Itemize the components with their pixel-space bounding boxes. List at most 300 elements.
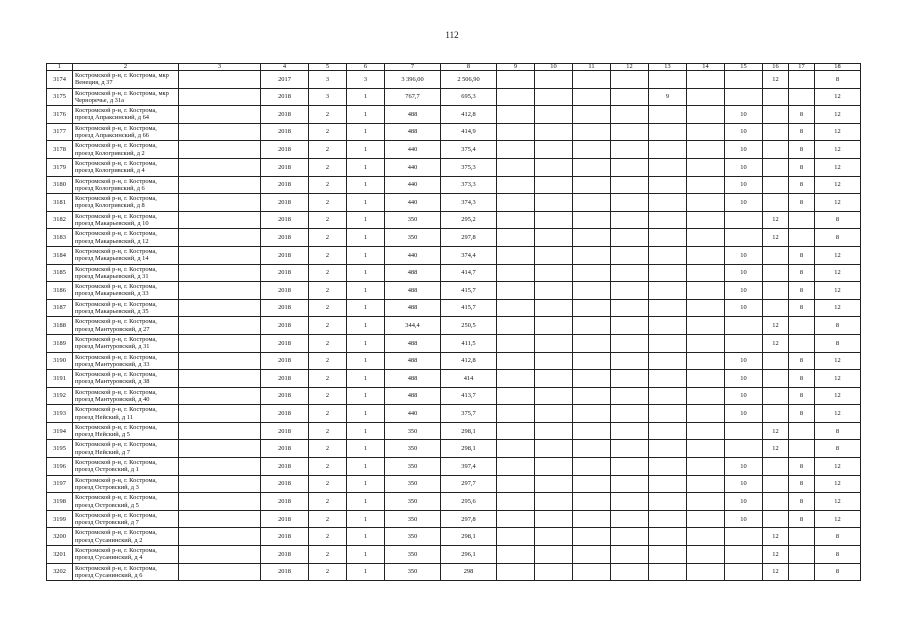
table-cell xyxy=(179,71,261,89)
address-cell: Костромской р-н, г. Кострома, проезд Мантуровский, д 40 xyxy=(73,387,179,405)
table-cell: 8 xyxy=(815,528,861,546)
table-cell: 1 xyxy=(347,158,385,176)
table-cell: 2018 xyxy=(261,158,309,176)
address-cell: Костромской р-н, г. Кострома, проезд Нейский, д 11 xyxy=(73,405,179,423)
table-cell xyxy=(649,194,687,212)
table-cell xyxy=(573,528,611,546)
table-cell: 12 xyxy=(763,528,789,546)
table-cell xyxy=(611,370,649,388)
table-cell: 350 xyxy=(385,229,441,247)
table-cell xyxy=(649,370,687,388)
table-cell xyxy=(573,158,611,176)
column-header: 8 xyxy=(441,64,497,71)
table-cell: 2018 xyxy=(261,317,309,335)
table-cell: 488 xyxy=(385,264,441,282)
address-cell: Костромской р-н, г. Кострома, проезд Апраксинский, д 64 xyxy=(73,106,179,124)
table-cell xyxy=(179,563,261,581)
table-cell: 297,7 xyxy=(441,475,497,493)
table-cell: 3 xyxy=(347,71,385,89)
table-cell: 12 xyxy=(763,229,789,247)
table-cell xyxy=(611,458,649,476)
table-cell: 2018 xyxy=(261,440,309,458)
table-cell: 12 xyxy=(815,405,861,423)
address-cell: Костромской р-н, г. Кострома, проезд Мантуровский, д 33 xyxy=(73,352,179,370)
table-cell: 3178 xyxy=(47,141,73,159)
table-cell: 12 xyxy=(815,141,861,159)
table-cell: 350 xyxy=(385,458,441,476)
table-cell: 414,7 xyxy=(441,264,497,282)
table-cell: 3186 xyxy=(47,282,73,300)
table-cell: 375,7 xyxy=(441,405,497,423)
table-cell: 2 xyxy=(309,563,347,581)
address-cell: Костромской р-н, г. Кострома, проезд Макарьевский, д 12 xyxy=(73,229,179,247)
table-cell xyxy=(535,493,573,511)
table-cell: 1 xyxy=(347,458,385,476)
table-cell xyxy=(179,546,261,564)
table-cell: 3197 xyxy=(47,475,73,493)
table-cell: 12 xyxy=(815,176,861,194)
table-cell: 2018 xyxy=(261,563,309,581)
table-row xyxy=(47,176,861,194)
table-cell xyxy=(763,458,789,476)
table-cell: 12 xyxy=(815,194,861,212)
table-cell xyxy=(573,299,611,317)
table-cell: 3179 xyxy=(47,158,73,176)
table-cell xyxy=(611,229,649,247)
table-cell xyxy=(649,563,687,581)
table-cell xyxy=(573,475,611,493)
table-cell xyxy=(687,176,725,194)
table-cell xyxy=(611,123,649,141)
table-cell: 350 xyxy=(385,211,441,229)
table-cell: 2 xyxy=(309,229,347,247)
table-cell xyxy=(573,334,611,352)
table-cell: 2 xyxy=(309,475,347,493)
table-cell xyxy=(687,141,725,159)
table-cell xyxy=(725,71,763,89)
table-row xyxy=(47,422,861,440)
table-cell xyxy=(611,88,649,106)
address-cell: Костромской р-н, г. Кострома, проезд Островский, д 3 xyxy=(73,475,179,493)
table-cell xyxy=(687,194,725,212)
table-cell: 9 xyxy=(649,88,687,106)
table-cell xyxy=(497,546,535,564)
table-cell: 3180 xyxy=(47,176,73,194)
table-cell xyxy=(573,71,611,89)
column-header: 2 xyxy=(73,64,179,71)
table-cell xyxy=(179,194,261,212)
table-cell: 12 xyxy=(763,563,789,581)
table-cell: 12 xyxy=(763,422,789,440)
table-cell xyxy=(497,194,535,212)
table-cell: 2018 xyxy=(261,88,309,106)
table-cell: 3 xyxy=(309,88,347,106)
table-body xyxy=(47,71,861,581)
table-cell: 10 xyxy=(725,264,763,282)
table-cell xyxy=(179,405,261,423)
table-cell: 10 xyxy=(725,246,763,264)
table-row xyxy=(47,194,861,212)
table-cell xyxy=(535,158,573,176)
table-cell: 2018 xyxy=(261,334,309,352)
table-cell xyxy=(687,528,725,546)
table-cell: 415,7 xyxy=(441,299,497,317)
table-cell: 10 xyxy=(725,106,763,124)
table-cell: 8 xyxy=(815,546,861,564)
address-cell: Костромской р-н, г. Кострома, проезд Макарьевский, д 33 xyxy=(73,282,179,300)
table-cell xyxy=(611,563,649,581)
table-cell xyxy=(687,352,725,370)
table-cell: 2018 xyxy=(261,123,309,141)
table-cell xyxy=(497,211,535,229)
table-cell: 1 xyxy=(347,106,385,124)
table-cell xyxy=(687,458,725,476)
table-row xyxy=(47,229,861,247)
column-header: 12 xyxy=(611,64,649,71)
table-cell xyxy=(763,141,789,159)
column-header: 16 xyxy=(763,64,789,71)
table-cell xyxy=(179,387,261,405)
table-cell xyxy=(687,563,725,581)
table-cell: 3 396,00 xyxy=(385,71,441,89)
table-cell xyxy=(611,211,649,229)
column-header: 4 xyxy=(261,64,309,71)
table-cell xyxy=(611,440,649,458)
table-cell: 12 xyxy=(763,71,789,89)
table-cell xyxy=(789,229,815,247)
table-cell: 2 xyxy=(309,334,347,352)
table-cell: 488 xyxy=(385,282,441,300)
table-cell: 8 xyxy=(789,510,815,528)
table-cell: 488 xyxy=(385,352,441,370)
table-cell: 2018 xyxy=(261,106,309,124)
table-cell: 3176 xyxy=(47,106,73,124)
table-cell: 2018 xyxy=(261,387,309,405)
table-cell: 298,1 xyxy=(441,528,497,546)
table-row xyxy=(47,71,861,89)
table-cell: 2 xyxy=(309,546,347,564)
table-cell: 2017 xyxy=(261,71,309,89)
table-cell xyxy=(573,493,611,511)
table-cell xyxy=(611,493,649,511)
table-cell: 8 xyxy=(789,352,815,370)
address-cell: Костромской р-н, г. Кострома, проезд Мантуровский, д 27 xyxy=(73,317,179,335)
address-cell: Костромской р-н, г. Кострома, проезд Макарьевский, д 31 xyxy=(73,264,179,282)
table-cell: 8 xyxy=(815,211,861,229)
table-cell xyxy=(179,211,261,229)
table-cell: 2018 xyxy=(261,229,309,247)
table-cell xyxy=(611,317,649,335)
table-cell: 413,7 xyxy=(441,387,497,405)
table-cell xyxy=(497,317,535,335)
table-cell: 2 xyxy=(309,510,347,528)
table-cell xyxy=(649,546,687,564)
table-cell: 3193 xyxy=(47,405,73,423)
table-cell: 3189 xyxy=(47,334,73,352)
table-cell: 12 xyxy=(815,282,861,300)
table-cell xyxy=(573,317,611,335)
table-cell xyxy=(763,299,789,317)
table-cell: 2 xyxy=(309,405,347,423)
table-cell: 1 xyxy=(347,422,385,440)
table-cell: 8 xyxy=(789,123,815,141)
table-cell: 1 xyxy=(347,352,385,370)
table-cell xyxy=(573,352,611,370)
table-cell: 1 xyxy=(347,440,385,458)
table-cell: 1 xyxy=(347,246,385,264)
table-cell: 8 xyxy=(789,264,815,282)
table-cell: 12 xyxy=(763,317,789,335)
table-cell: 12 xyxy=(763,440,789,458)
table-cell xyxy=(611,334,649,352)
table-cell: 350 xyxy=(385,546,441,564)
table-cell: 2018 xyxy=(261,352,309,370)
table-cell: 344,4 xyxy=(385,317,441,335)
table-cell xyxy=(649,405,687,423)
address-cell: Костромской р-н, г. Кострома, проезд Нейский, д 5 xyxy=(73,422,179,440)
table-cell: 488 xyxy=(385,106,441,124)
table-cell xyxy=(763,194,789,212)
table-cell: 2018 xyxy=(261,211,309,229)
table-cell xyxy=(535,405,573,423)
table-cell xyxy=(725,422,763,440)
table-cell: 10 xyxy=(725,194,763,212)
table-cell xyxy=(497,282,535,300)
table-cell: 3 xyxy=(309,71,347,89)
table-cell: 3174 xyxy=(47,71,73,89)
table-cell: 10 xyxy=(725,352,763,370)
table-cell xyxy=(179,141,261,159)
table-cell xyxy=(649,158,687,176)
table-cell xyxy=(687,546,725,564)
table-cell: 8 xyxy=(789,141,815,159)
table-cell: 10 xyxy=(725,141,763,159)
address-cell: Костромской р-н, г. Кострома, проезд Кологривский, д 2 xyxy=(73,141,179,159)
table-cell xyxy=(687,88,725,106)
table-cell xyxy=(687,229,725,247)
table-cell: 12 xyxy=(815,88,861,106)
table-cell: 12 xyxy=(815,510,861,528)
column-header: 3 xyxy=(179,64,261,71)
table-cell: 2 506,90 xyxy=(441,71,497,89)
table-cell: 414 xyxy=(441,370,497,388)
table-cell: 350 xyxy=(385,510,441,528)
address-cell: Костромской р-н, г. Кострома, проезд Макарьевский, д 10 xyxy=(73,211,179,229)
table-cell xyxy=(497,422,535,440)
table-cell: 2 xyxy=(309,317,347,335)
table-cell: 8 xyxy=(815,317,861,335)
table-cell xyxy=(611,282,649,300)
table-cell xyxy=(611,387,649,405)
table-cell xyxy=(649,123,687,141)
table-cell: 10 xyxy=(725,493,763,511)
table-cell xyxy=(179,475,261,493)
table-cell xyxy=(535,229,573,247)
table-cell: 12 xyxy=(815,387,861,405)
table-row xyxy=(47,370,861,388)
table-cell xyxy=(573,194,611,212)
table-cell: 2 xyxy=(309,352,347,370)
table-cell xyxy=(179,123,261,141)
table-cell: 397,4 xyxy=(441,458,497,476)
table-cell: 3191 xyxy=(47,370,73,388)
table-cell xyxy=(611,106,649,124)
table-cell: 3201 xyxy=(47,546,73,564)
table-row xyxy=(47,493,861,511)
table-cell xyxy=(497,352,535,370)
table-cell: 250,5 xyxy=(441,317,497,335)
table-cell xyxy=(497,264,535,282)
table-cell: 2018 xyxy=(261,510,309,528)
table-cell: 297,8 xyxy=(441,229,497,247)
table-cell xyxy=(497,141,535,159)
table-cell: 2 xyxy=(309,194,347,212)
table-cell xyxy=(611,352,649,370)
address-cell: Костромской р-н, г. Кострома, проезд Сусанинский, д 6 xyxy=(73,563,179,581)
table-cell xyxy=(179,246,261,264)
table-cell xyxy=(179,176,261,194)
table-cell xyxy=(649,458,687,476)
table-cell xyxy=(649,282,687,300)
table-cell xyxy=(179,158,261,176)
table-cell xyxy=(179,422,261,440)
table-cell: 12 xyxy=(815,299,861,317)
table-cell: 10 xyxy=(725,458,763,476)
table-cell: 1 xyxy=(347,370,385,388)
table-cell xyxy=(649,229,687,247)
table-row xyxy=(47,352,861,370)
table-cell: 3181 xyxy=(47,194,73,212)
table-cell: 10 xyxy=(725,282,763,300)
table-cell: 2018 xyxy=(261,422,309,440)
table-cell: 12 xyxy=(815,493,861,511)
table-row xyxy=(47,88,861,106)
table-cell: 2018 xyxy=(261,194,309,212)
table-cell xyxy=(687,387,725,405)
table-cell xyxy=(497,475,535,493)
table-cell: 2 xyxy=(309,211,347,229)
table-cell xyxy=(179,106,261,124)
table-cell: 8 xyxy=(815,71,861,89)
table-cell: 695,3 xyxy=(441,88,497,106)
table-cell xyxy=(535,71,573,89)
table-cell xyxy=(687,106,725,124)
table-cell xyxy=(573,370,611,388)
table-cell xyxy=(573,264,611,282)
table-cell: 8 xyxy=(789,158,815,176)
table-cell xyxy=(535,563,573,581)
table-cell xyxy=(179,493,261,511)
table-cell: 8 xyxy=(815,563,861,581)
table-cell xyxy=(725,317,763,335)
table-cell xyxy=(497,246,535,264)
table-cell: 12 xyxy=(815,458,861,476)
table-cell: 1 xyxy=(347,282,385,300)
table-cell: 1 xyxy=(347,563,385,581)
table-cell xyxy=(789,528,815,546)
column-header: 18 xyxy=(815,64,861,71)
table-cell: 374,4 xyxy=(441,246,497,264)
table-cell: 3202 xyxy=(47,563,73,581)
table-cell: 3199 xyxy=(47,510,73,528)
table-cell xyxy=(611,422,649,440)
table-cell xyxy=(535,88,573,106)
table-cell xyxy=(573,510,611,528)
table-cell: 1 xyxy=(347,546,385,564)
table-cell: 412,8 xyxy=(441,352,497,370)
table-cell: 10 xyxy=(725,475,763,493)
table-row xyxy=(47,123,861,141)
table-cell: 2 xyxy=(309,141,347,159)
table-cell: 2 xyxy=(309,387,347,405)
address-cell: Костромской р-н, г. Кострома, проезд Апраксинский, д 66 xyxy=(73,123,179,141)
table-row xyxy=(47,317,861,335)
table-cell: 3195 xyxy=(47,440,73,458)
table-cell xyxy=(535,211,573,229)
table-cell xyxy=(725,546,763,564)
table-cell xyxy=(497,176,535,194)
table-cell xyxy=(687,211,725,229)
table-cell: 8 xyxy=(789,405,815,423)
table-cell: 1 xyxy=(347,88,385,106)
table-cell: 12 xyxy=(815,370,861,388)
table-cell xyxy=(687,282,725,300)
table-cell xyxy=(789,546,815,564)
table-cell: 3182 xyxy=(47,211,73,229)
page-number: 112 xyxy=(445,30,459,40)
table-cell: 488 xyxy=(385,334,441,352)
table-cell: 350 xyxy=(385,528,441,546)
table-cell: 8 xyxy=(789,106,815,124)
table-cell: 3196 xyxy=(47,458,73,476)
table-cell xyxy=(649,528,687,546)
table-cell: 2018 xyxy=(261,246,309,264)
table-row xyxy=(47,528,861,546)
table-cell xyxy=(535,510,573,528)
table-cell: 1 xyxy=(347,528,385,546)
table-cell xyxy=(179,229,261,247)
table-row xyxy=(47,299,861,317)
table-cell xyxy=(179,440,261,458)
table-cell: 8 xyxy=(789,246,815,264)
table-cell xyxy=(687,71,725,89)
table-cell: 12 xyxy=(763,211,789,229)
table-cell: 440 xyxy=(385,194,441,212)
table-cell: 2 xyxy=(309,246,347,264)
table-cell xyxy=(763,106,789,124)
address-cell: Костромской р-н, г. Кострома, проезд Кологривский, д 8 xyxy=(73,194,179,212)
table-cell xyxy=(763,246,789,264)
table-cell xyxy=(497,440,535,458)
table-cell: 488 xyxy=(385,370,441,388)
table-cell: 2018 xyxy=(261,405,309,423)
table-cell: 1 xyxy=(347,387,385,405)
table-cell xyxy=(535,141,573,159)
column-header: 6 xyxy=(347,64,385,71)
table-cell xyxy=(687,317,725,335)
table-cell xyxy=(763,493,789,511)
table-cell: 8 xyxy=(815,334,861,352)
column-header: 5 xyxy=(309,64,347,71)
table-cell: 12 xyxy=(815,352,861,370)
table-cell xyxy=(789,317,815,335)
address-cell: Костромской р-н, г. Кострома, мкр Черноречье, д 31а xyxy=(73,88,179,106)
table-cell: 767,7 xyxy=(385,88,441,106)
table-cell: 298,1 xyxy=(441,422,497,440)
table-cell: 1 xyxy=(347,264,385,282)
table-cell xyxy=(649,299,687,317)
table-cell: 2018 xyxy=(261,475,309,493)
